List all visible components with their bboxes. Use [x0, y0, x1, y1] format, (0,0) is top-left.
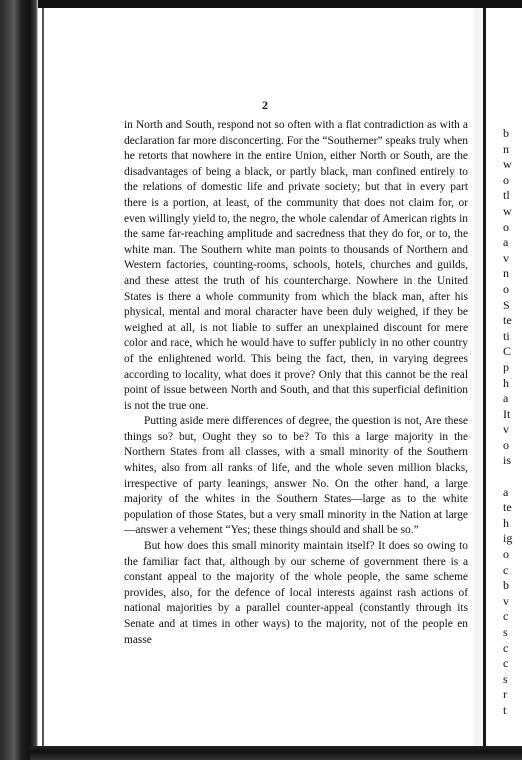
facing-page-line: o	[503, 437, 509, 452]
scan-border-bottom	[30, 746, 522, 760]
scan-border-top	[0, 0, 522, 8]
page-gutter-edge	[483, 8, 486, 746]
facing-page-line: s	[503, 671, 508, 686]
facing-page-line: b	[503, 126, 509, 140]
scan-binding-edge	[42, 8, 44, 752]
facing-page-line: c	[503, 640, 509, 655]
paragraph: in North and South, respond not so often with a flat contradiction as with a declaration far more disconcerting. For the “Southerner” speaks truly when he retorts that nowhere in the entire Union, either North or South, are the disadvantages of being a black, or partly black, man confined entirely to the relations of domestic life and private society; but that in every part there is a portion, at least, of the community that does not claim for, or even willingly yield to, the negro, the whole calendar of American rights in the same far-reaching amplitude and sacredness that they do for, or to, the white man. The Southern white man points to thousands of Northern and Western factories, counting-rooms, schools, hotels, churches and guilds, and these attest the truth of his countercharge. Nowhere in the United States is there a whole community from which the black man, after his physical, mental and moral character have been duly weighed, if they be weighed at all, is not liable to suffer an unexplained discount for mere color and race, which he would have to suffer publicly in no other country of the enlightened world. This being the fact, then, in varying degrees according to locality, what does it prove? Only that this cannot be the real point of issue between North and South, and that this superficial definition is not the true one.	[124, 119, 468, 412]
facing-page-line: v	[503, 593, 509, 608]
facing-page-line: tl	[503, 188, 510, 203]
facing-page-line: C	[503, 344, 512, 359]
facing-page-line: c	[503, 656, 509, 671]
facing-page-line	[503, 469, 522, 485]
paragraph: But how does this small minority maintain itself? It does so owing to the familiar fact that, although by our scheme of government there is a constant appeal to the majority of the whole people, the same scheme provides, also, for the defence of local interests against rash actions of national majorities by a parallel counter-appeal (constantly through its Senate and at times in other ways) to the majority, not of the people en masse	[124, 540, 468, 646]
facing-page-line: v	[503, 422, 509, 437]
facing-page-line: t	[503, 702, 507, 717]
facing-page-line: o	[503, 281, 509, 296]
scan-binding-shadow	[0, 0, 38, 760]
facing-page-fragment	[503, 126, 522, 719]
facing-page-line: n	[503, 266, 509, 281]
facing-page-line: c	[503, 609, 509, 624]
facing-page-line: S	[503, 297, 510, 312]
facing-page-line: is	[503, 453, 512, 468]
facing-page-line: w	[503, 157, 512, 172]
facing-page-line: te	[503, 500, 512, 515]
facing-page-line: o	[503, 172, 509, 187]
facing-page-line: h	[503, 375, 509, 390]
facing-page-line: w	[503, 203, 512, 218]
facing-page-line: o	[503, 547, 509, 562]
facing-page-line: p	[503, 359, 509, 374]
facing-page-line: ti	[503, 328, 510, 343]
facing-page-line: te	[503, 313, 512, 328]
facing-page-line: v	[503, 250, 509, 265]
facing-page-line: n	[503, 141, 509, 156]
facing-page-line: b	[503, 578, 509, 593]
page-number: 2	[262, 98, 268, 112]
facing-page-line: o	[503, 219, 509, 234]
facing-page-line: a	[503, 235, 509, 250]
facing-page-line: h	[503, 515, 509, 530]
facing-page-line: c	[503, 562, 509, 577]
facing-page-line: a	[503, 484, 509, 499]
facing-page-line: r	[503, 687, 507, 702]
facing-page-line: ig	[503, 531, 513, 546]
facing-page-line: s	[503, 625, 508, 639]
facing-page-line: a	[503, 391, 509, 406]
facing-page-line: It	[503, 406, 511, 421]
paragraph: Putting aside mere differences of degree, the question is not, Are these things so? but, Ought they so to be? To this a large majority in the Northern States from all classes, with a small minority of the Southern whites, also from all ranks of life, and the whole seven million blacks, irrespective of party leanings, answer No. On the other hand, a large majority of the whites in the Southern States—large as to the white population of those States, but a very small minority in the Nation at large—answer a vehement “Yes; these things should and shall be so.”	[124, 415, 468, 537]
body-text	[124, 118, 468, 648]
